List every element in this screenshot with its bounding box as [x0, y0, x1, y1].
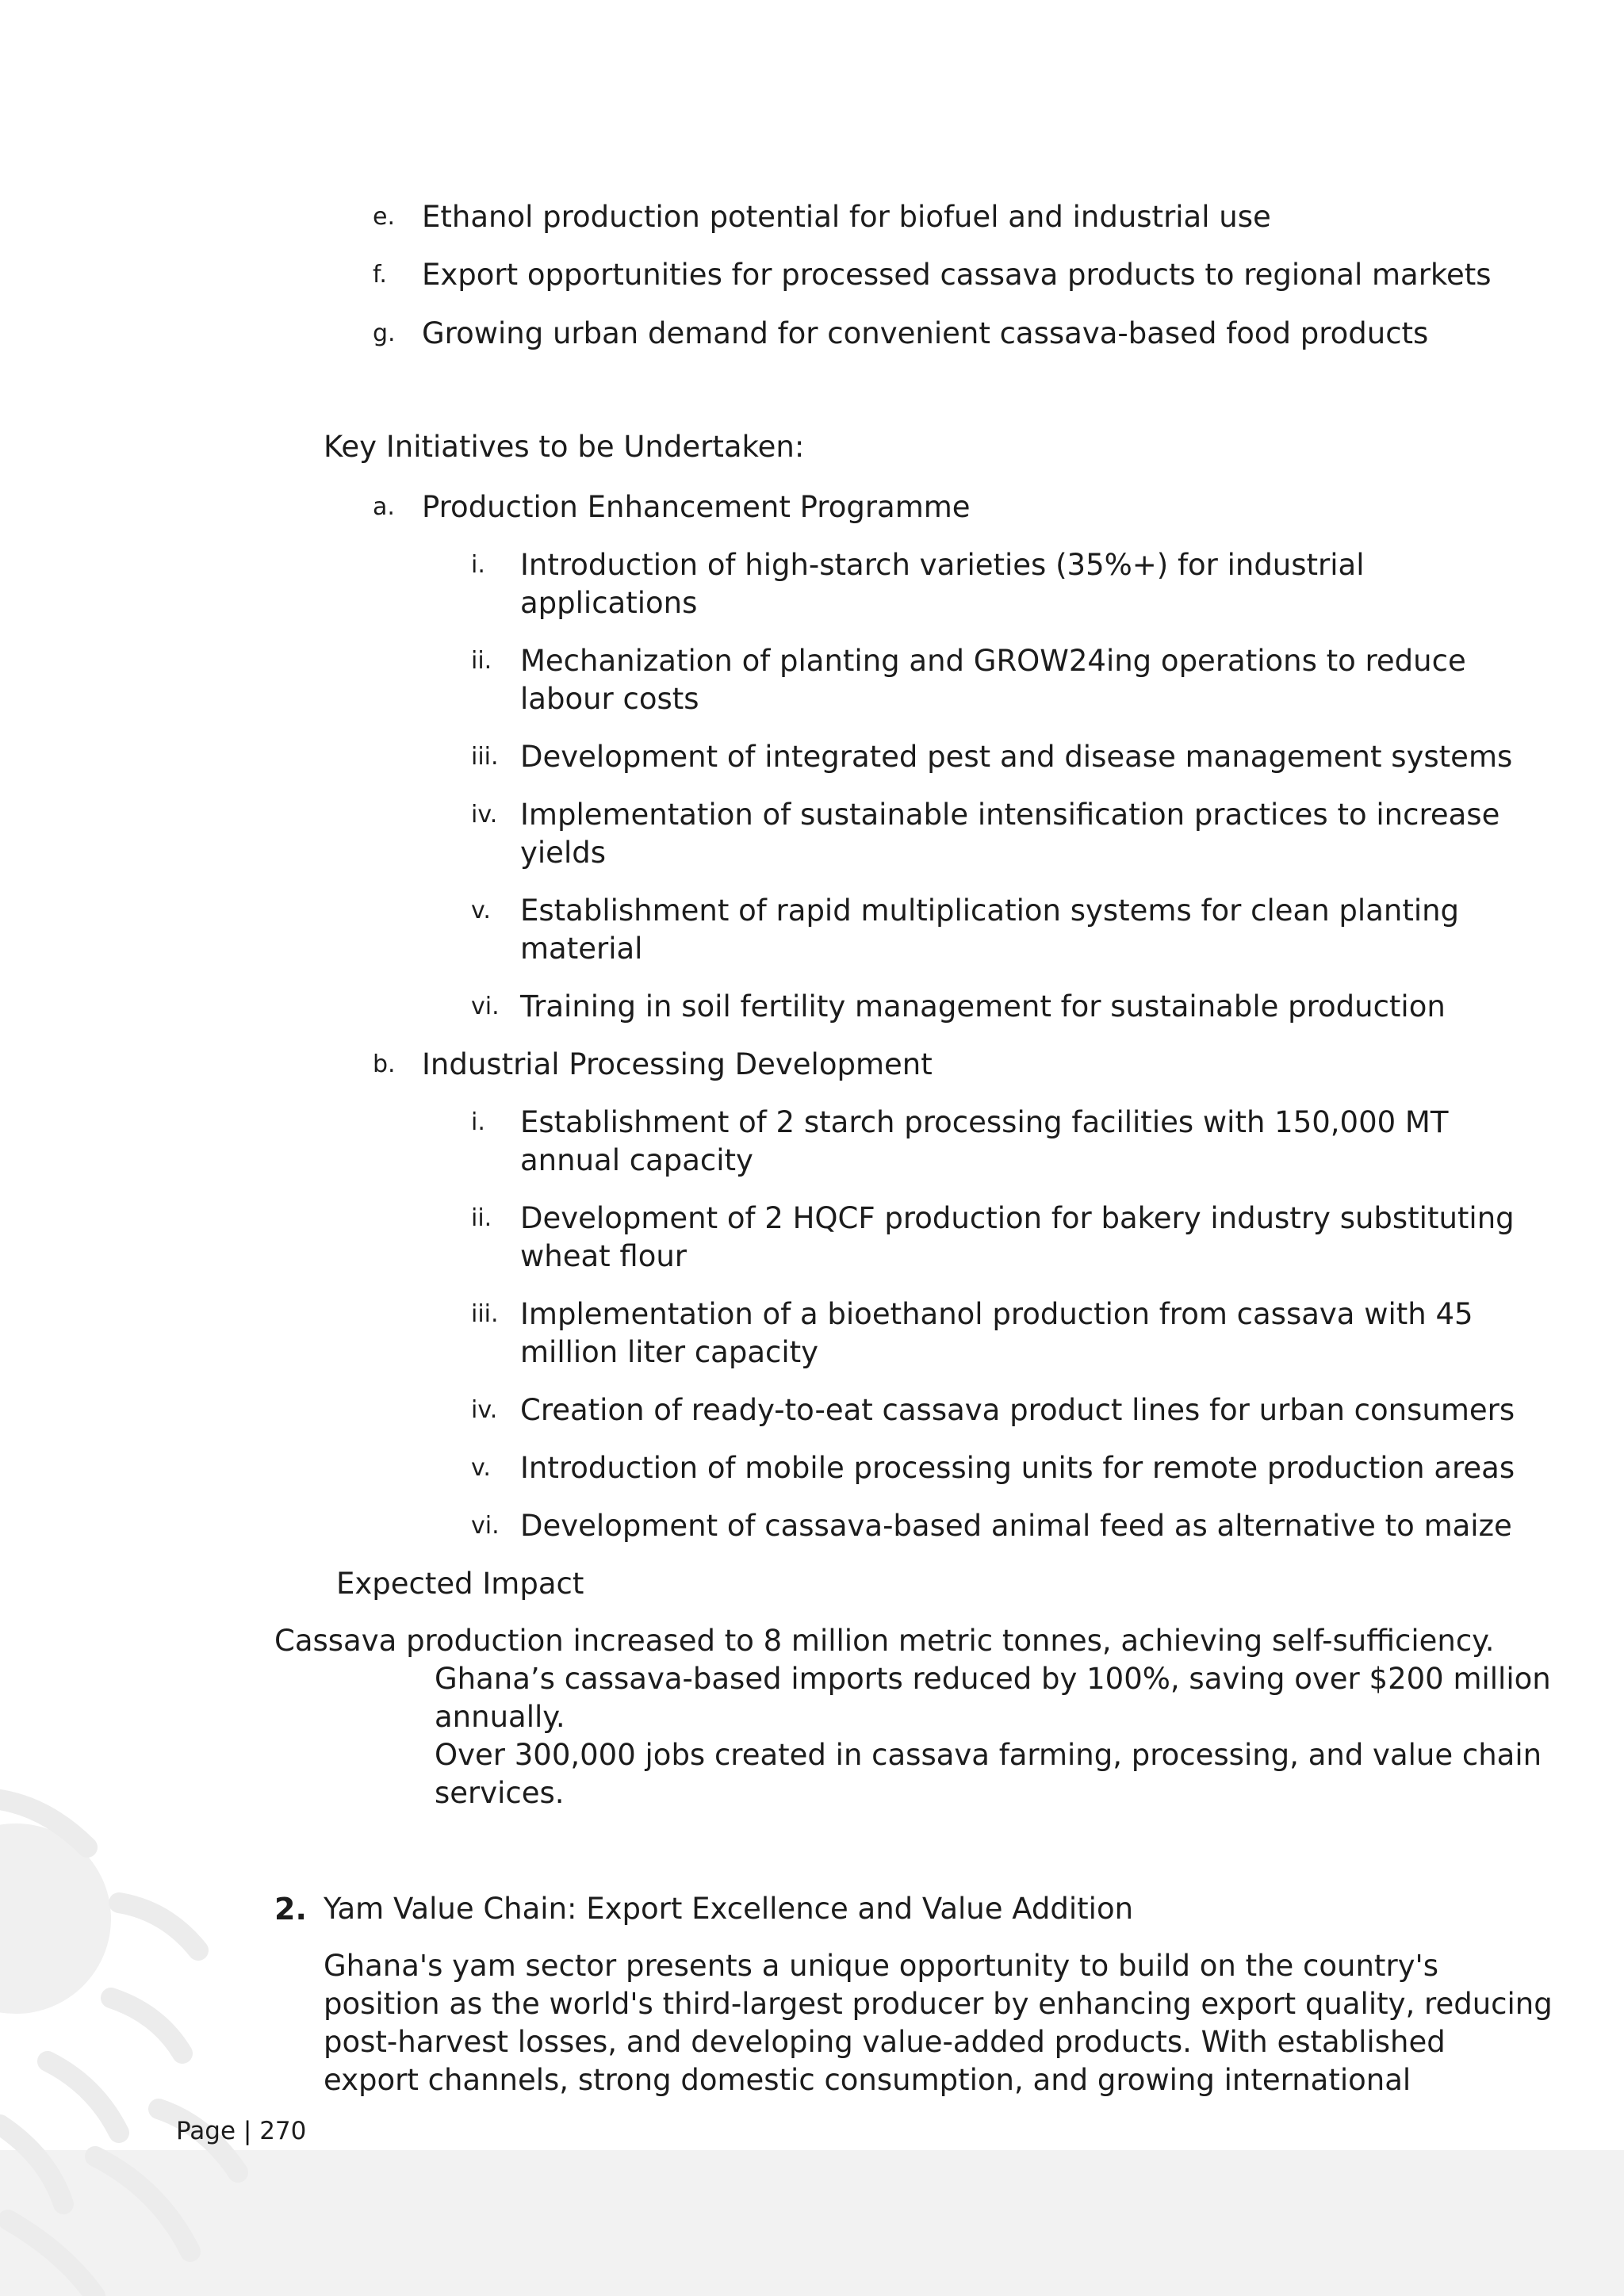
body-line: Ghana's yam sector presents a unique opportunity to build on the country's: [324, 1949, 1438, 1983]
sub-marker: vi.: [471, 993, 500, 1020]
sub-item-line: Introduction of high-starch varieties (35%+) for industrial: [520, 548, 1365, 582]
sub-item-line: material: [520, 932, 643, 966]
page-number-value: 270: [251, 2117, 307, 2145]
sub-item-line: labour costs: [520, 682, 699, 716]
group-marker: a.: [373, 493, 395, 521]
sub-item-line: Implementation of sustainable intensification practices to increase: [520, 798, 1500, 832]
list-item: Export opportunities for processed cassava products to regional markets: [422, 258, 1492, 292]
body-line: export channels, strong domestic consumption, and growing international: [324, 2063, 1411, 2097]
group-title: Industrial Processing Development: [422, 1047, 933, 1081]
sub-item-line: wheat flour: [520, 1239, 688, 1273]
sub-marker: v.: [471, 897, 491, 924]
list-marker: g.: [373, 320, 396, 347]
sub-item-line: Introduction of mobile processing units for remote production areas: [520, 1451, 1515, 1485]
list-marker: e.: [373, 203, 395, 231]
sub-item-line: Mechanization of planting and GROW24ing operations to reduce: [520, 644, 1466, 678]
sub-item-line: Establishment of 2 starch processing facilities with 150,000 MT: [520, 1105, 1449, 1139]
sub-marker: ii.: [471, 1204, 492, 1232]
page-label: Page: [176, 2117, 243, 2145]
impact-line: services.: [435, 1776, 565, 1810]
sub-item-line: Creation of ready-to-eat cassava product lines for urban consumers: [520, 1393, 1515, 1427]
sub-marker: ii.: [471, 647, 492, 675]
impact-line: Cassava production increased to 8 million metric tonnes, achieving self-sufficiency.: [274, 1624, 1495, 1658]
sub-marker: iv.: [471, 1396, 498, 1424]
sub-item-line: Development of cassava-based animal feed as alternative to maize: [520, 1509, 1512, 1543]
list-item: Ethanol production potential for biofuel and industrial use: [422, 200, 1271, 234]
sub-marker: i.: [471, 1108, 485, 1136]
page-number: [176, 2112, 306, 2150]
list-marker: f.: [373, 261, 387, 289]
sub-marker: iii.: [471, 1300, 499, 1328]
group-marker: b.: [373, 1050, 396, 1078]
sub-item-line: Implementation of a bioethanol production from cassava with 45: [520, 1297, 1473, 1331]
sub-item-line: Development of 2 HQCF production for bakery industry substituting: [520, 1201, 1515, 1235]
sub-marker: vi.: [471, 1512, 500, 1540]
sub-item-line: applications: [520, 586, 698, 620]
impact-heading: Expected Impact: [336, 1567, 584, 1601]
section-number: 2.: [274, 1892, 307, 1927]
impact-line: Ghana’s cassava-based imports reduced by 100%, saving over $200 million: [435, 1662, 1551, 1696]
sub-marker: v.: [471, 1454, 491, 1482]
sub-marker: i.: [471, 551, 485, 579]
list-item: Growing urban demand for convenient cassava-based food products: [422, 316, 1429, 350]
group-title: Production Enhancement Programme: [422, 490, 971, 524]
impact-line: annually.: [435, 1700, 565, 1734]
sub-item-line: Development of integrated pest and disease management systems: [520, 740, 1513, 774]
section-title: Yam Value Chain: Export Excellence and Value Addition: [324, 1892, 1134, 1926]
sub-marker: iii.: [471, 743, 499, 771]
body-line: post-harvest losses, and developing value-added products. With established: [324, 2025, 1446, 2059]
page-separator: |: [243, 2117, 252, 2145]
body-line: position as the world's third-largest producer by enhancing export quality, reducing: [324, 1987, 1553, 2021]
sub-item-line: million liter capacity: [520, 1335, 819, 1369]
sub-item-line: Establishment of rapid multiplication systems for clean planting: [520, 894, 1460, 928]
sub-item-line: annual capacity: [520, 1143, 753, 1177]
sub-marker: iv.: [471, 801, 498, 828]
impact-line: Over 300,000 jobs created in cassava farming, processing, and value chain: [435, 1738, 1542, 1772]
sub-item-line: yields: [520, 836, 606, 870]
watermark-emblem-icon: [0, 1712, 301, 2296]
section-heading: Key Initiatives to be Undertaken:: [324, 430, 805, 464]
sub-item-line: Training in soil fertility management for sustainable production: [520, 989, 1446, 1024]
